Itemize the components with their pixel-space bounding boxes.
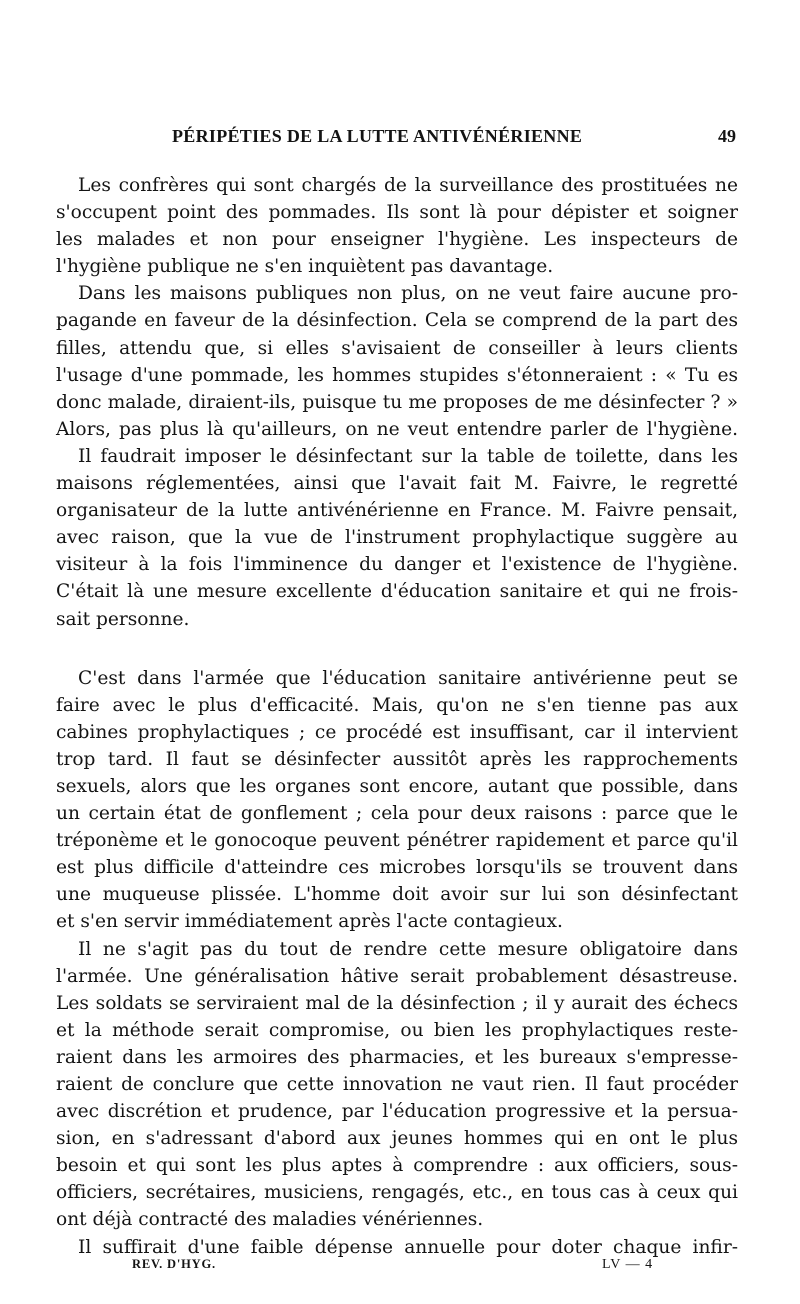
text-line: et la méthode serait compromise, ou bien les prophylactiques reste- <box>56 1019 738 1041</box>
text-line: une muqueuse plissée. L'homme doit avoir sur lui son désinfectant <box>56 884 738 906</box>
text-line: raient dans les armoires des pharmacies, et les bureaux s'empresse- <box>56 1046 738 1068</box>
text-line: tréponème et le gonocoque peuvent pénétrer rapidement et parce qu'il <box>56 830 738 852</box>
text-line: maisons réglementées, ainsi que l'avait fait M. Faivre, le regretté <box>56 473 738 495</box>
text-line: un certain état de gonflement ; cela pour deux raisons : parce que le <box>56 803 738 825</box>
text-line: Il ne s'agit pas du tout de rendre cette mesure obligatoire dans <box>78 938 738 960</box>
paragraph <box>56 280 738 443</box>
text-line: cabines prophylactiques ; ce procédé est insuffisant, car il intervient <box>56 721 738 743</box>
text-line: l'hygiène publique ne s'en inquiètent pas davantage. <box>56 256 554 278</box>
text-line: s'occupent point des pommades. Ils sont là pour dépister et soigner <box>56 202 738 224</box>
text-line: Dans les maisons publiques non plus, on ne veut faire aucune pro- <box>78 283 738 305</box>
text-line: trop tard. Il faut se désinfecter aussitôt après les rapprochements <box>56 748 738 770</box>
text-line: l'usage d'une pommade, les hommes stupides s'étonneraient : « Tu es <box>56 364 738 386</box>
paragraph <box>56 172 738 280</box>
text-line: Alors, pas plus là qu'ailleurs, on ne veut entendre parler de l'hygiène. <box>56 418 738 440</box>
volume-signature: LV — 4 <box>602 1257 654 1272</box>
text-line: Les soldats se serviraient mal de la désinfection ; il y aurait des échecs <box>56 992 738 1014</box>
text-line: C'était là une mesure excellente d'éducation sanitaire et qui ne frois- <box>56 581 738 603</box>
book-page <box>56 0 738 1304</box>
text-line: C'est dans l'armée que l'éducation sanitaire antivérienne peut se <box>78 667 738 689</box>
text-line: sion, en s'adressant d'abord aux jeunes hommes qui en ont le plus <box>56 1128 738 1150</box>
text-line: Il suffirait d'une faible dépense annuelle pour doter chaque infir- <box>78 1236 738 1258</box>
signature-mark: REV. D'HYG. <box>132 1257 216 1271</box>
text-line: officiers, secrétaires, musiciens, rengagés, etc., en tous cas à ceux qui <box>56 1182 738 1204</box>
text-line: l'armée. Une généralisation hâtive serait probablement désastreuse. <box>56 965 738 987</box>
text-line: besoin et qui sont les plus aptes à comprendre : aux officiers, sous- <box>56 1155 738 1177</box>
text-line: ont déjà contracté des maladies vénériennes. <box>56 1209 484 1231</box>
paragraph <box>56 443 738 633</box>
page-number: 49 <box>718 126 736 146</box>
text-line: les malades et non pour enseigner l'hygiène. Les inspecteurs de <box>56 229 738 251</box>
paragraph <box>56 665 738 936</box>
text-line: Les confrères qui sont chargés de la surveillance des prostituées ne <box>78 175 738 196</box>
text-line: visiteur à la fois l'imminence du danger et l'existence de l'hygiène. <box>56 554 738 576</box>
text-line: est plus difficile d'atteindre ces microbes lorsqu'ils se trouvent dans <box>56 857 738 879</box>
text-line: donc malade, diraient-ils, puisque tu me proposes de me désinfecter ? » <box>56 391 738 413</box>
text-line: filles, attendu que, si elles s'avisaient de conseiller à leurs clients <box>56 337 738 359</box>
running-head <box>56 126 738 150</box>
section-gap <box>56 633 738 665</box>
page-footer <box>56 1257 738 1277</box>
text-line: sexuels, alors que les organes sont encore, autant que possible, dans <box>56 775 738 797</box>
text-line: avec raison, que la vue de l'instrument prophylactique suggère au <box>56 527 738 549</box>
text-line: raient de conclure que cette innovation ne vaut rien. Il faut procéder <box>56 1074 738 1095</box>
text-line: faire avec le plus d'efficacité. Mais, qu'on ne s'en tienne pas aux <box>56 694 738 716</box>
text-line: pagande en faveur de la désinfection. Cela se comprend de la part des <box>56 310 738 332</box>
text-line: sait personne. <box>56 608 190 630</box>
text-line: Il faudrait imposer le désinfectant sur la table de toilette, dans les <box>78 445 738 467</box>
paragraph <box>56 936 738 1234</box>
running-title: PÉRIPÉTIES DE LA LUTTE ANTIVÉNÉRIENNE <box>172 126 583 146</box>
text-line: et s'en servir immédiatement après l'acte contagieux. <box>56 911 563 933</box>
text-line: avec discrétion et prudence, par l'éducation progressive et la persua- <box>56 1101 738 1123</box>
text-line: organisateur de la lutte antivénérienne en France. M. Faivre pensait, <box>56 500 738 522</box>
body-text <box>56 172 738 1261</box>
